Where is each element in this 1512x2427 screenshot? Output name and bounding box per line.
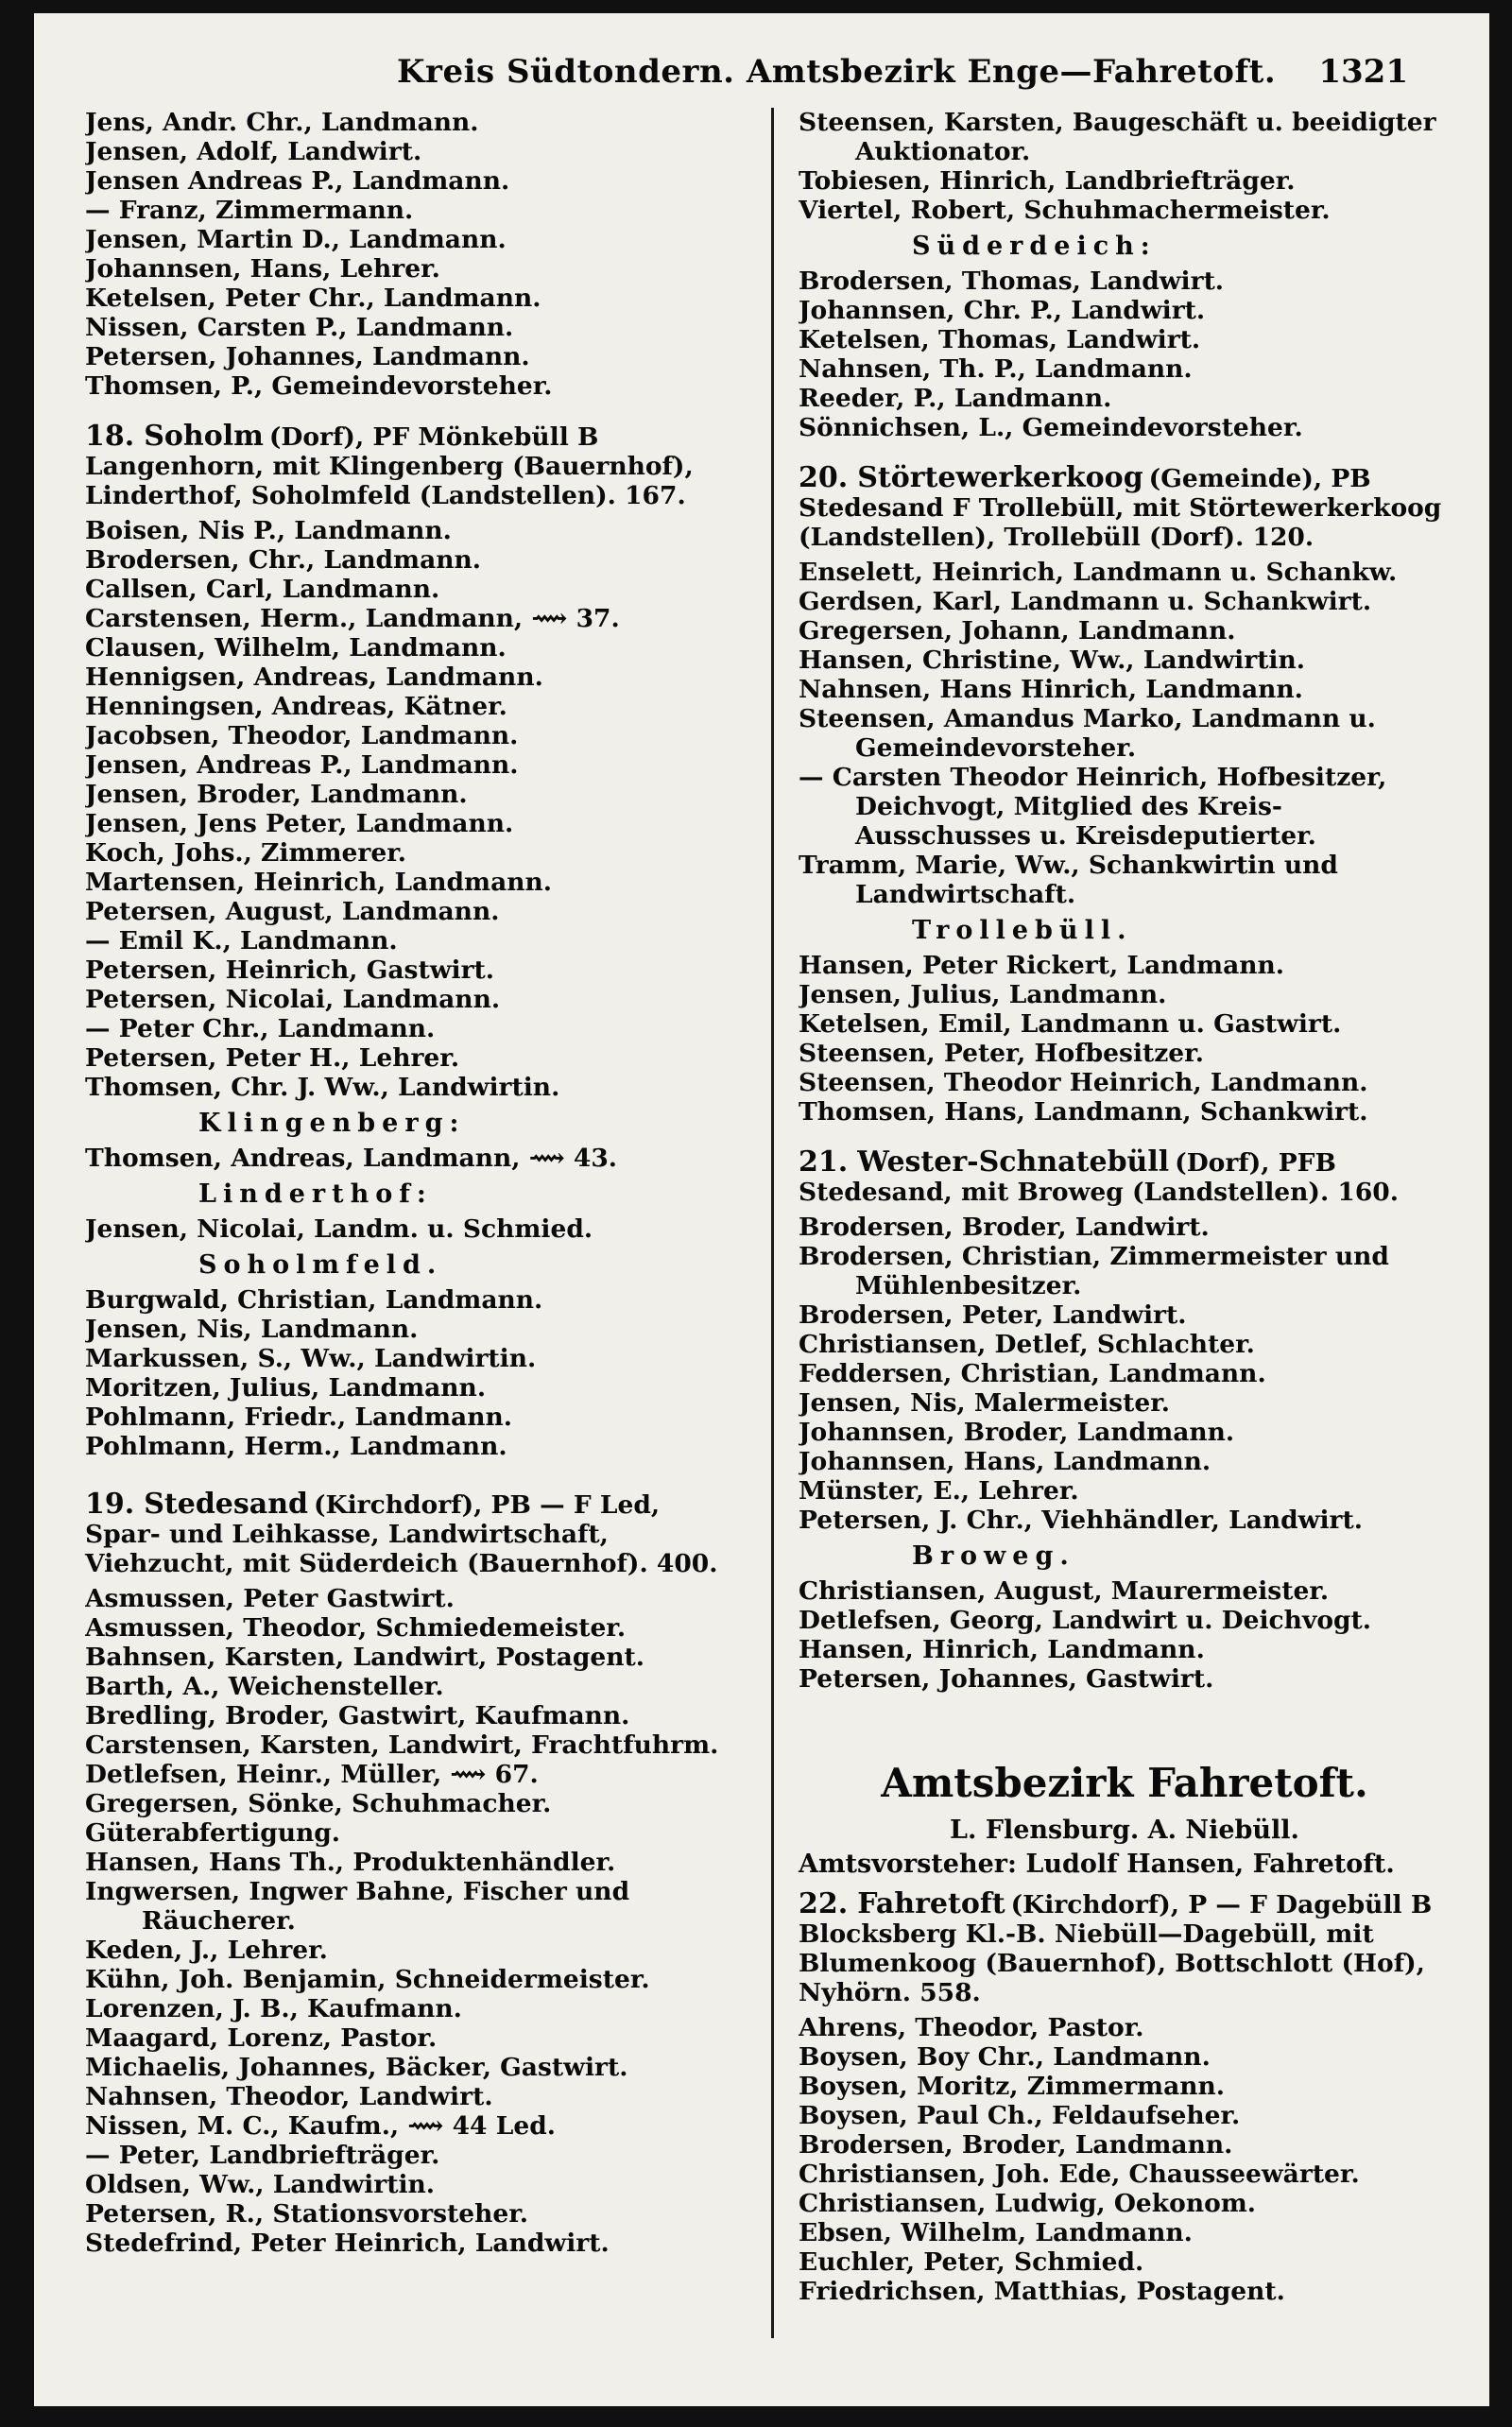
directory-entry: Steensen, Karsten, Baugeschäft u. beeidigter Auktionator.	[799, 108, 1436, 166]
directory-entry: Lorenzen, J. B., Kaufmann.	[85, 1994, 462, 2023]
directory-entry: Enselett, Heinrich, Landmann u. Schankw.	[799, 558, 1398, 587]
directory-entry: Maagard, Lorenz, Pastor.	[85, 2023, 438, 2053]
directory-entry: — Carsten Theodor Heinrich, Hofbesitzer, Deichvogt, Mitglied des Kreis-Ausschusses u. Kreisdeputierter.	[799, 763, 1387, 851]
directory-entry: Jensen, Andreas P., Landmann.	[85, 750, 519, 780]
directory-entry: Asmussen, Theodor, Schmiedemeister.	[85, 1613, 627, 1643]
amtsvorsteher: Amtsvorsteher: Ludolf Hansen, Fahretoft.	[799, 1850, 1395, 1879]
directory-entry: Jens, Andr. Chr., Landmann.	[85, 108, 479, 137]
directory-entry: Boisen, Nis P., Landmann.	[85, 516, 452, 545]
directory-entry: Petersen, R., Stationsvorsteher.	[85, 2199, 528, 2229]
entry-list	[799, 558, 1451, 909]
directory-entry: Gregersen, Sönke, Schuhmacher.	[85, 1789, 552, 1818]
directory-entry: Detlefsen, Heinr., Müller, ⟿ 67.	[85, 1760, 539, 1789]
directory-entry: Christiansen, Joh. Ede, Chausseewärter.	[799, 2160, 1360, 2189]
entry-list	[799, 951, 1451, 1127]
directory-entry: Ketelsen, Emil, Landmann u. Gastwirt.	[799, 1009, 1342, 1039]
directory-entry: Pohlmann, Herm., Landmann.	[85, 1432, 507, 1461]
directory-entry: Ingwersen, Ingwer Bahne, Fischer und Räucherer.	[85, 1877, 630, 1936]
directory-entry: Jacobsen, Theodor, Landmann.	[85, 721, 519, 750]
directory-entry: — Peter, Landbriefträger.	[85, 2141, 440, 2170]
directory-entry: Burgwald, Christian, Landmann.	[85, 1285, 543, 1315]
directory-entry: Koch, Johs., Zimmerer.	[85, 838, 406, 868]
directory-entry: Güterabfertigung.	[85, 1818, 341, 1848]
section-number: 21.	[799, 1145, 849, 1179]
entry-list	[85, 516, 737, 1102]
directory-entry: Steensen, Amandus Marko, Landmann u. Gemeindevorsteher.	[799, 704, 1376, 763]
directory-entry: Petersen, Nicolai, Landmann.	[85, 985, 501, 1014]
directory-entry: Carstensen, Karsten, Landwirt, Frachtfuhrm.	[85, 1730, 719, 1760]
place-name: Stedesand	[144, 1488, 308, 1521]
section-number: 20.	[799, 461, 849, 494]
directory-entry: Tobiesen, Hinrich, Landbriefträger.	[799, 166, 1296, 196]
section-19	[85, 1489, 737, 1578]
directory-entry: Jensen, Martin D., Landmann.	[85, 225, 507, 254]
directory-entry: Petersen, Peter H., Lehrer.	[85, 1043, 460, 1073]
directory-entry: Münster, E., Lehrer.	[799, 1476, 1079, 1506]
directory-entry: Boysen, Moritz, Zimmermann.	[799, 2072, 1226, 2101]
entry-list	[799, 1576, 1451, 1694]
entry-list	[799, 108, 1451, 225]
directory-entry: Ketelsen, Thomas, Landwirt.	[799, 325, 1201, 354]
directory-entry: Barth, A., Weichensteller.	[85, 1672, 444, 1701]
place-name: Soholm	[144, 420, 264, 453]
section-number: 18.	[85, 420, 135, 453]
directory-entry: Brodersen, Chr., Landmann.	[85, 545, 482, 575]
page-number: 1321	[1318, 53, 1408, 91]
directory-entry: Brodersen, Thomas, Landwirt.	[799, 267, 1225, 296]
directory-entry: Brodersen, Christian, Zimmermeister und Mühlenbesitzer.	[799, 1242, 1389, 1300]
place-name: Störtewerkerkoog	[857, 461, 1143, 494]
entry-list	[799, 1213, 1451, 1535]
section-number: 22.	[799, 1887, 849, 1920]
entry-list	[85, 1214, 737, 1244]
directory-entry: — Emil K., Landmann.	[85, 926, 398, 955]
subheading-trollebuell: Trollebüll.	[912, 916, 1133, 945]
directory-entry: Gregersen, Johann, Landmann.	[799, 616, 1236, 645]
directory-entry: Martensen, Heinrich, Landmann.	[85, 868, 553, 897]
entry-list	[799, 2013, 1451, 2306]
page-header	[85, 47, 1438, 108]
directory-entry: Reeder, P., Landmann.	[799, 384, 1112, 413]
subheading-soholmfeld: Soholmfeld.	[198, 1250, 443, 1280]
directory-entry: Jensen, Broder, Landmann.	[85, 780, 468, 809]
directory-entry: Nahnsen, Hans Hinrich, Landmann.	[799, 675, 1303, 704]
directory-entry: Ahrens, Theodor, Pastor.	[799, 2013, 1144, 2042]
place-description: (Dorf), PF Mönkebüll B Langenhorn, mit Klingenberg (Bauernhof), Linderthof, Soholmfeld (Landstellen). 167.	[85, 422, 694, 510]
directory-entry: Johannsen, Hans, Landmann.	[799, 1447, 1211, 1476]
section-22	[799, 1889, 1451, 2007]
right-column	[799, 108, 1451, 2306]
directory-entry: Bahnsen, Karsten, Landwirt, Postagent.	[85, 1643, 644, 1672]
directory-entry: Jensen, Nis, Malermeister.	[799, 1388, 1170, 1418]
directory-entry: Boysen, Boy Chr., Landmann.	[799, 2042, 1211, 2072]
place-description: (Dorf), PFB Stedesand, mit Broweg (Landstellen). 160.	[799, 1148, 1399, 1207]
directory-entry: Viertel, Robert, Schuhmachermeister.	[799, 196, 1331, 225]
section-21	[799, 1147, 1451, 1207]
directory-entry: Johannsen, Broder, Landmann.	[799, 1418, 1235, 1447]
directory-entry: Petersen, Johannes, Gastwirt.	[799, 1664, 1214, 1694]
directory-entry: Gerdsen, Karl, Landmann u. Schankwirt.	[799, 587, 1372, 616]
directory-entry: Christiansen, August, Maurermeister.	[799, 1576, 1330, 1606]
entry-list	[85, 1584, 737, 2258]
header-title: Kreis Südtondern. Amtsbezirk Enge—Fahretoft.	[397, 53, 1277, 91]
directory-entry: Brodersen, Peter, Landwirt.	[799, 1300, 1187, 1330]
directory-entry: Christiansen, Detlef, Schlachter.	[799, 1330, 1255, 1359]
directory-entry: — Peter Chr., Landmann.	[85, 1014, 436, 1043]
directory-entry: Boysen, Paul Ch., Feldaufseher.	[799, 2101, 1241, 2130]
directory-entry: Ebsen, Wilhelm, Landmann.	[799, 2218, 1193, 2247]
directory-entry: Jensen, Adolf, Landwirt.	[85, 137, 422, 166]
directory-entry: Moritzen, Julius, Landmann.	[85, 1373, 487, 1403]
place-description: (Gemeinde), PB Stedesand F Trollebüll, mit Störtewerkerkoog (Landstellen), Trollebüll (Dorf). 120.	[799, 464, 1442, 552]
directory-entry: Petersen, J. Chr., Viehhändler, Landwirt.	[799, 1506, 1363, 1535]
directory-entry: Callsen, Carl, Landmann.	[85, 575, 440, 604]
directory-entry: Jensen, Jens Peter, Landmann.	[85, 809, 514, 838]
subheading-broweg: Broweg.	[912, 1541, 1075, 1571]
entry-list	[85, 108, 737, 401]
directory-entry: Friedrichsen, Matthias, Postagent.	[799, 2277, 1285, 2306]
directory-entry: Thomsen, Chr. J. Ww., Landwirtin.	[85, 1073, 560, 1102]
directory-entry: Euchler, Peter, Schmied.	[799, 2247, 1144, 2277]
place-description: (Kirchdorf), PB — F Led, Spar- und Leihkasse, Landwirtschaft, Viehzucht, mit Süderdeich (Bauernhof). 400.	[85, 1490, 718, 1578]
directory-entry: Markussen, S., Ww., Landwirtin.	[85, 1344, 537, 1373]
subheading-linderthof: Linderthof:	[198, 1179, 433, 1209]
directory-entry: Pohlmann, Friedr., Landmann.	[85, 1403, 512, 1432]
directory-entry: Thomsen, Hans, Landmann, Schankwirt.	[799, 1097, 1368, 1127]
directory-entry: Petersen, Johannes, Landmann.	[85, 342, 530, 371]
column-divider	[771, 108, 774, 2338]
directory-entry: Jensen, Nicolai, Landm. u. Schmied.	[85, 1214, 593, 1244]
directory-entry: Steensen, Peter, Hofbesitzer.	[799, 1039, 1204, 1068]
directory-entry: Bredling, Broder, Gastwirt, Kaufmann.	[85, 1701, 630, 1730]
directory-entry: Hansen, Hans Th., Produktenhändler.	[85, 1848, 616, 1877]
directory-entry: Keden, J., Lehrer.	[85, 1936, 328, 1965]
directory-entry: Steensen, Theodor Heinrich, Landmann.	[799, 1068, 1368, 1097]
columns	[85, 108, 1442, 2357]
directory-entry: Tramm, Marie, Ww., Schankwirtin und Landwirtschaft.	[799, 851, 1338, 909]
directory-entry: Clausen, Wilhelm, Landmann.	[85, 633, 507, 663]
directory-entry: — Franz, Zimmermann.	[85, 196, 414, 225]
entry-list	[85, 1285, 737, 1461]
directory-entry: Nahnsen, Theodor, Landwirt.	[85, 2082, 493, 2111]
subheading-klingenberg: Klingenberg:	[198, 1109, 466, 1138]
directory-entry: Oldsen, Ww., Landwirtin.	[85, 2170, 436, 2199]
section-20	[799, 463, 1451, 552]
directory-entry: Asmussen, Peter Gastwirt.	[85, 1584, 455, 1613]
section-18	[85, 422, 737, 510]
directory-entry: Jensen Andreas P., Landmann.	[85, 166, 510, 196]
section-number: 19.	[85, 1488, 135, 1521]
directory-entry: Feddersen, Christian, Landmann.	[799, 1359, 1266, 1388]
directory-entry: Thomsen, Andreas, Landmann, ⟿ 43.	[85, 1144, 618, 1173]
place-description: (Kirchdorf), P — F Dagebüll B Blocksberg Kl.-B. Niebüll—Dagebüll, mit Blumenkoog (Bauernhof), Bottschlott (Hof), Nyhörn. 558.	[799, 1890, 1433, 2007]
place-name: Fahretoft	[857, 1887, 1005, 1920]
directory-entry: Hansen, Peter Rickert, Landmann.	[799, 951, 1285, 980]
directory-entry: Brodersen, Broder, Landmann.	[799, 2130, 1233, 2160]
directory-entry: Johannsen, Chr. P., Landwirt.	[799, 296, 1206, 325]
directory-entry: Ketelsen, Peter Chr., Landmann.	[85, 284, 541, 313]
directory-entry: Petersen, Heinrich, Gastwirt.	[85, 955, 495, 985]
directory-entry: Nissen, M. C., Kaufm., ⟿ 44 Led.	[85, 2111, 556, 2141]
amtsbezirk-heading: Amtsbezirk Fahretoft.	[881, 1760, 1368, 1806]
subheading-suederdeich: Süderdeich:	[912, 232, 1157, 261]
directory-entry: Hansen, Christine, Ww., Landwirtin.	[799, 645, 1305, 675]
directory-entry: Michaelis, Johannes, Bäcker, Gastwirt.	[85, 2053, 628, 2082]
entry-list	[799, 267, 1451, 442]
directory-entry: Christiansen, Ludwig, Oekonom.	[799, 2189, 1257, 2218]
document-page	[34, 13, 1489, 2406]
directory-entry: Sönnichsen, L., Gemeindevorsteher.	[799, 413, 1303, 442]
directory-entry: Henningsen, Andreas, Kätner.	[85, 692, 507, 721]
directory-entry: Thomsen, P., Gemeindevorsteher.	[85, 371, 553, 401]
left-column	[85, 108, 737, 2258]
directory-entry: Hansen, Hinrich, Landmann.	[799, 1635, 1205, 1664]
directory-entry: Kühn, Joh. Benjamin, Schneidermeister.	[85, 1965, 650, 1994]
directory-entry: Jensen, Nis, Landmann.	[85, 1315, 419, 1344]
directory-entry: Jensen, Julius, Landmann.	[799, 980, 1167, 1009]
place-name: Wester-Schnatebüll	[857, 1145, 1170, 1179]
directory-entry: Detlefsen, Georg, Landwirt u. Deichvogt.	[799, 1606, 1372, 1635]
directory-entry: Brodersen, Broder, Landwirt.	[799, 1213, 1210, 1242]
amtsbezirk-location: L. Flensburg. A. Niebüll.	[950, 1816, 1299, 1845]
directory-entry: Carstensen, Herm., Landmann, ⟿ 37.	[85, 604, 620, 633]
directory-entry: Petersen, August, Landmann.	[85, 897, 500, 926]
entry-list	[85, 1144, 737, 1173]
directory-entry: Johannsen, Hans, Lehrer.	[85, 254, 440, 284]
directory-entry: Nissen, Carsten P., Landmann.	[85, 313, 514, 342]
directory-entry: Nahnsen, Th. P., Landmann.	[799, 354, 1193, 384]
directory-entry: Hennigsen, Andreas, Landmann.	[85, 663, 543, 692]
directory-entry: Stedefrind, Peter Heinrich, Landwirt.	[85, 2229, 610, 2258]
